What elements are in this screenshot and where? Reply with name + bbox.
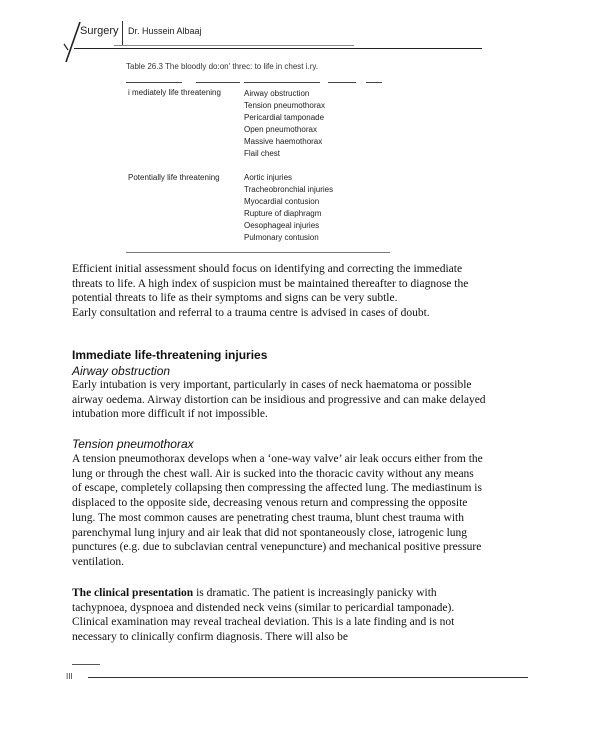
header-rule-secondary (114, 45, 354, 46)
subsection-heading: Tension pneumothorax (72, 437, 194, 451)
page-marker: III (66, 672, 73, 681)
tension-text: A tension pneumothorax develops when a ‘one-way valve’ air leak occurs either from the lung or through the chest wall. Air is sucked into the thoracic cavity without any means of escape, completely collapsing then compressing the affected lung. The mediastinum is displaced to the opposite side, decreasing venous return and compressing the opposite lung. The most common causes are penetrating chest trauma, blunt chest trauma with parenchymal lung injury and air leak that did not spontaneously close, iatrogenic lung punctures (e.g. due to subclavian central venepuncture) and mechanical positive pressure ventilation. (72, 453, 483, 568)
table-caption: Table 26.3 The bloodly do:on' threc: to life in chest i.ry. (126, 62, 319, 71)
table-item: Massive haemothorax (244, 137, 323, 146)
table-item: Tension pneumothorax (244, 101, 325, 110)
header-rule (74, 48, 482, 49)
table-category-label: i mediately life threatening (128, 88, 221, 97)
intro-block (72, 262, 486, 321)
table-item: Flail chest (244, 149, 281, 158)
header-divider (122, 21, 123, 45)
footer-mark (72, 664, 100, 665)
tension-paragraph (72, 452, 486, 570)
table-item: Pulmonary contusion (244, 233, 319, 242)
table-item: Oesophageal injuries (244, 221, 320, 230)
clinical-paragraph (72, 586, 486, 645)
author-name: Dr. Hussein Albaaj (128, 26, 202, 36)
book-title: Surgery (80, 25, 119, 37)
table-bottom-rule (126, 252, 390, 253)
table-item: Tracheobronchial injuries (244, 185, 334, 194)
table-top-rule (366, 82, 382, 83)
table-top-rule (126, 82, 182, 83)
table-category-label: Potentially life threatening (128, 173, 220, 182)
intro-paragraph: Early consultation and referral to a trauma centre is advised in cases of doubt. (72, 307, 430, 320)
header-slash-mark (62, 20, 82, 64)
clinical-text (72, 586, 486, 645)
section-heading: Immediate life-threatening injuries (72, 348, 268, 362)
table-item: Pericardial tamponade (244, 113, 325, 122)
table-item: Airway obstruction (244, 89, 310, 98)
intro-paragraph: Efficient initial assessment should focus on identifying and correcting the immediate threats to life. A high index of suspicion must be maintained thereafter to diagnose the potential threats to life as their symptoms and signs can be very subtle. (72, 263, 469, 305)
table-item: Myocardial contusion (244, 197, 320, 206)
table-top-rule (244, 82, 320, 83)
table-item: Aortic injuries (244, 173, 293, 182)
table-top-rule (196, 82, 240, 83)
table-item: Open pneumothorax (244, 125, 317, 134)
airway-paragraph (72, 378, 486, 422)
clinical-bold-lead: The clinical presentation (72, 587, 194, 599)
table-item: Rupture of diaphragm (244, 209, 322, 218)
table-top-rule (328, 82, 356, 83)
airway-text: Early intubation is very important, particularly in cases of neck haematoma or possible airway oedema. Airway distortion can be insidious and progressive and can make delayed intubation more difficult if not impossible. (72, 379, 486, 421)
page-header (62, 18, 482, 64)
clinical-body: is dramatic. The patient is increasingly panicky with tachypnoea, dyspnoea and distended neck veins (similar to pericardial tamponade). Clinical examination may reveal tracheal deviation. This is a late finding and is not necessary to clinically confirm diagnosis. There will also be (72, 587, 455, 644)
subsection-heading: Airway obstruction (72, 364, 171, 378)
footer-rule (88, 677, 528, 678)
